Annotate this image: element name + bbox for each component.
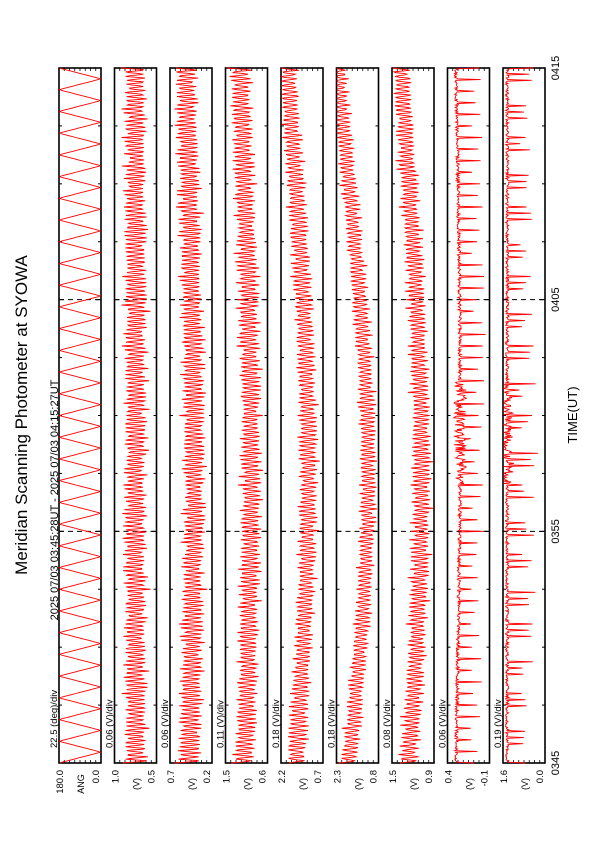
panel-frame-3 bbox=[170, 68, 212, 763]
series-trace-2 bbox=[121, 68, 151, 763]
series-name-1: ANG bbox=[76, 774, 86, 794]
time-range-label: 2025 07/03 03:45:28UT - 2025 07/03 04:15:27UT bbox=[49, 379, 61, 621]
y-tick-max-2: 1.0 bbox=[110, 770, 122, 784]
y-tick-min-4: 0.6 bbox=[257, 770, 269, 784]
panel-frame-2 bbox=[115, 68, 157, 763]
series-name-3: (V) bbox=[187, 778, 197, 790]
scale-label-5: 0.18 (V)/div bbox=[271, 699, 282, 748]
scale-label-8: 0.06 (V)/div bbox=[437, 699, 449, 748]
panel-frame-1 bbox=[59, 68, 101, 763]
scale-label-4: 0.11 (V)/div bbox=[215, 700, 227, 748]
x-tick-label: 0355 bbox=[550, 519, 562, 544]
y-tick-min-9: 0.0 bbox=[535, 770, 546, 784]
scale-label-9: 0.19 (V)/div bbox=[493, 699, 504, 748]
y-tick-min-3: 0.2 bbox=[202, 770, 213, 784]
y-tick-min-8: -0.1 bbox=[479, 770, 491, 787]
y-tick-min-7: 0.9 bbox=[424, 770, 435, 784]
x-tick-label: 0405 bbox=[550, 287, 562, 312]
y-tick-min-1: 0.0 bbox=[91, 770, 102, 784]
scale-label-7: 0.08 (V)/div bbox=[382, 699, 393, 748]
scale-label-3: 0.06 (V)/div bbox=[160, 699, 171, 748]
series-trace-4 bbox=[227, 68, 263, 763]
y-tick-max-4: 1.5 bbox=[221, 770, 233, 784]
series-name-7: (V) bbox=[409, 778, 419, 790]
scale-label-2: 0.06 (V)/div bbox=[104, 699, 116, 748]
y-tick-max-7: 1.5 bbox=[388, 770, 399, 784]
series-trace-5 bbox=[282, 68, 320, 763]
y-tick-max-6: 2.3 bbox=[332, 770, 344, 784]
series-trace-1 bbox=[60, 68, 100, 763]
series-trace-6 bbox=[337, 68, 377, 763]
series-trace-8 bbox=[454, 68, 486, 763]
y-tick-min-5: 0.7 bbox=[313, 770, 324, 784]
series-trace-3 bbox=[174, 68, 207, 763]
series-name-2: (V) bbox=[131, 778, 142, 790]
x-axis-label: TIME(UT) bbox=[565, 386, 580, 444]
y-tick-max-9: 1.6 bbox=[499, 770, 510, 784]
scale-label-1: 22.5 (deg)/div bbox=[49, 689, 60, 748]
x-tick-label: 0415 bbox=[550, 55, 562, 81]
y-tick-min-6: 0.8 bbox=[368, 770, 380, 784]
series-name-9: (V) bbox=[520, 778, 530, 790]
y-tick-max-3: 0.7 bbox=[166, 770, 177, 784]
series-trace-9 bbox=[504, 68, 538, 763]
y-tick-min-2: 0.5 bbox=[146, 770, 158, 784]
y-tick-max-5: 2.2 bbox=[277, 770, 288, 784]
series-name-4: (V) bbox=[242, 778, 253, 790]
x-tick-label: 0345 bbox=[550, 750, 562, 776]
y-tick-max-1: 180.0 bbox=[55, 770, 66, 794]
series-name-8: (V) bbox=[464, 778, 475, 790]
chart-title: Meridian Scanning Photometer at SYOWA bbox=[12, 255, 31, 575]
series-trace-7 bbox=[393, 68, 433, 763]
series-name-6: (V) bbox=[353, 778, 364, 790]
y-tick-max-8: 0.4 bbox=[443, 770, 455, 784]
series-name-5: (V) bbox=[298, 778, 308, 790]
scale-label-6: 0.18 (V)/div bbox=[326, 699, 338, 748]
